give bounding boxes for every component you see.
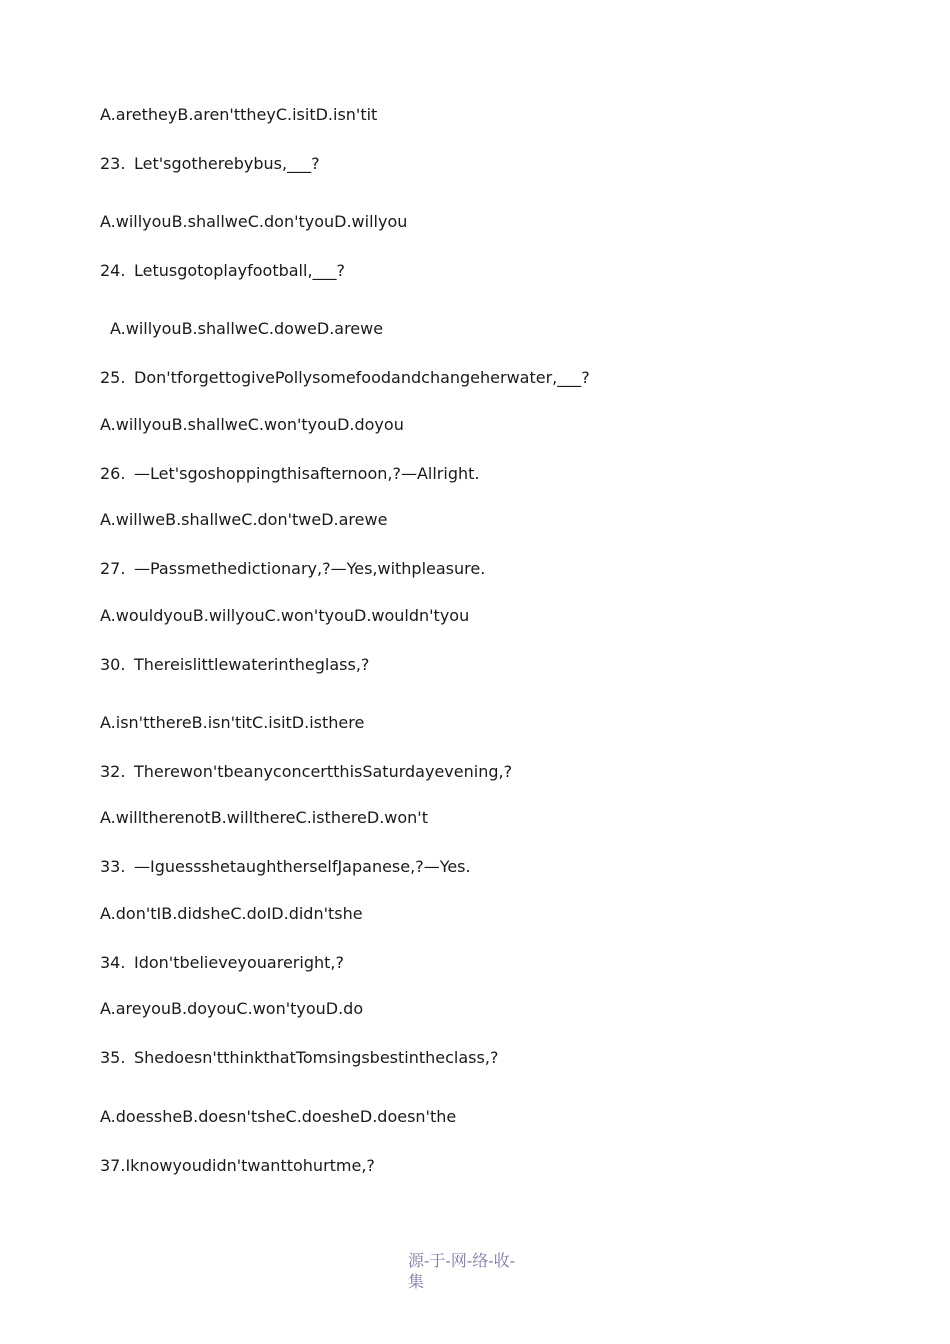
- answer-options: A.willyouB.shallweC.won'tyouD.doyou: [100, 415, 404, 434]
- question-27: 27. —Passmethedictionary,?—Yes,withpleasure.: [100, 559, 486, 578]
- question-32: 32. Therewon'tbeanyconcertthisSaturdayevening,?: [100, 762, 513, 781]
- question-33: 33. —IguessshetaughtherselfJapanese,?—Yes.: [100, 857, 471, 876]
- answer-options: A.don'tIB.didsheC.doID.didn'tshe: [100, 904, 363, 923]
- answer-options: A.areyouB.doyouC.won'tyouD.do: [100, 999, 364, 1018]
- question-25: 25. Don'tforgettogivePollysomefoodandchangeherwater,___?: [100, 368, 590, 387]
- footer-line-1: 源-于-网-络-收-: [408, 1251, 516, 1270]
- question-35: 35. Shedoesn'tthinkthatTomsingsbestintheclass,?: [100, 1048, 499, 1067]
- question-34: 34. Idon'tbelieveyouareright,?: [100, 953, 344, 972]
- page-footer-watermark: [408, 1250, 538, 1292]
- question-37: 37.Iknowyoudidn'twanttohurtme,?: [100, 1156, 375, 1175]
- answer-options: A.wouldyouB.willyouC.won'tyouD.wouldn'tyou: [100, 606, 470, 625]
- question-24: 24. Letusgotoplayfootball,___?: [100, 261, 346, 280]
- question-23: 23. Let'sgotherebybus,___?: [100, 154, 320, 173]
- answer-options: A.isn'tthereB.isn'titC.isitD.isthere: [100, 713, 365, 732]
- answer-options: A.willyouB.shallweC.doweD.arewe: [110, 319, 384, 338]
- answer-options: A.willyouB.shallweC.don'tyouD.willyou: [100, 212, 408, 231]
- question-30: 30. Thereislittlewaterintheglass,?: [100, 655, 370, 674]
- answer-options: A.doessheB.doesn'tsheC.doesheD.doesn'the: [100, 1107, 457, 1126]
- answer-options: A.willweB.shallweC.don'tweD.arewe: [100, 510, 388, 529]
- question-26: 26. —Let'sgoshoppingthisafternoon,?—Allright.: [100, 464, 480, 483]
- footer-line-2: 集: [408, 1272, 425, 1291]
- answer-options: A.aretheyB.aren'ttheyC.isitD.isn'tit: [100, 105, 378, 124]
- answer-options: A.willtherenotB.willthereC.isthereD.won't: [100, 808, 428, 827]
